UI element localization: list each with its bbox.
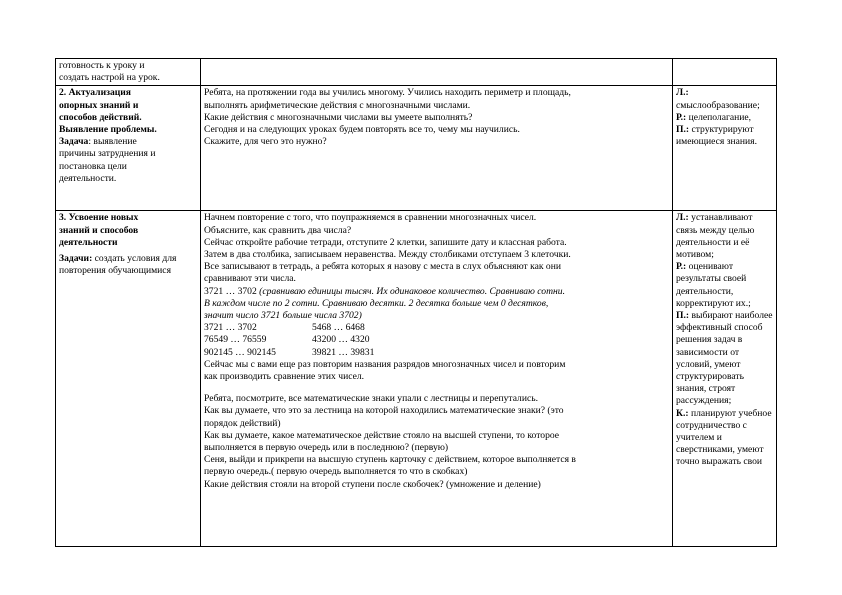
uud-text-p: структурируют имеющиеся знания.	[676, 124, 757, 148]
uud-text-p: выбирают наиболее эффективный способ решения задач в зависимости от условий, умеют структурировать знания, строят рассуждения;	[676, 310, 773, 407]
uud-label-p: П.:	[676, 310, 690, 322]
teacher-text: Какие действия с многозначными числами вы умеете выполнять?	[204, 111, 473, 123]
task-label: Задача	[59, 136, 89, 148]
stage-title: 2. Актуализация	[59, 87, 131, 99]
table-row	[56, 59, 777, 86]
uud-text-r: оценивают результаты своей деятельности, корректируют их.;	[676, 261, 751, 309]
uud-label-r: Р.:	[676, 111, 687, 123]
teacher-text: Как вы думаете, какое математическое действие стояло на высшей ступени, то которое	[204, 429, 560, 441]
uud-text-l: смыслообразование;	[676, 99, 760, 111]
uud-label-l: Л.:	[676, 87, 689, 99]
uud-label-r: Р.:	[676, 261, 687, 273]
comparison-left: 3721 … 3702	[204, 322, 257, 334]
stage-title: деятельности	[59, 236, 118, 248]
teacher-activity-cell	[201, 59, 673, 86]
task-text: деятельности.	[59, 172, 117, 184]
comparison-pair-row	[204, 322, 669, 334]
task-text: причины затруднения и	[59, 148, 156, 160]
comparison-right: 5468 … 6468	[312, 322, 365, 334]
uud-cell	[673, 211, 777, 547]
teacher-text: Все записывают в тетрадь, а ребята которых я назову с места в слух объясняют как они	[204, 261, 561, 273]
comparison-left: 76549 … 76559	[204, 334, 267, 346]
teacher-text: Сегодня и на следующих уроках будем повторять все то, чему мы научились.	[204, 124, 520, 136]
teacher-activity-cell	[201, 86, 673, 211]
teacher-text: выполнять арифметические действия с многозначными числами.	[204, 99, 471, 111]
table-row	[56, 211, 777, 547]
teacher-text: Объясните, как сравнить два числа?	[204, 224, 352, 236]
teacher-text: Как вы думаете, что это за лестница на которой находились математические знаки? (это	[204, 405, 564, 417]
uud-text-r: целеполагание,	[688, 111, 752, 123]
stage-title: Выявление проблемы.	[59, 124, 157, 136]
example-number: 3721 … 3702	[204, 285, 260, 297]
teacher-text: Ребята, на протяжении года вы учились многому. Учились находить периметр и площадь,	[204, 87, 571, 99]
stage-title: способов действий.	[59, 111, 142, 123]
teacher-text: Сейчас откройте рабочие тетради, отступите 2 клетки, запишите дату и классная работа.	[204, 236, 567, 248]
task-label: Задачи:	[59, 253, 93, 265]
uud-cell	[673, 86, 777, 211]
example-explanation: (сравниваю единицы тысяч. Их одинаковое количество. Сравниваю сотни.	[259, 285, 565, 297]
table-row	[56, 86, 777, 211]
task-text: постановка цели	[59, 160, 127, 172]
teacher-text: Ребята, посмотрите, все математические знаки упали с лестницы и перепутались.	[204, 393, 539, 405]
teacher-text: сравнивают эти числа.	[204, 273, 296, 285]
stage-title: 3. Усвоение новых	[59, 212, 139, 224]
teacher-text: Скажите, для чего это нужно?	[204, 136, 327, 148]
teacher-text: Затем в два столбика, записываем неравенства. Между столбиками отступаем 3 клеточки.	[204, 249, 571, 261]
example-explanation: значит число 3721 больше числа 3702)	[204, 310, 362, 322]
lesson-plan-table	[55, 58, 777, 547]
stage-title: знаний и способов	[59, 224, 139, 236]
stage-cell	[56, 86, 201, 211]
teacher-text: Сеня, выйди и прикрепи на высшую ступень карточку с действием, которое выполняется в	[204, 454, 576, 466]
example-explanation: В каждом числе по 2 сотни. Сравниваю десятки. 2 десятка больше чем 0 десятков,	[204, 297, 549, 309]
task-text: создать условия для повторения обучающимися	[59, 253, 177, 277]
uud-label-p: П.:	[676, 124, 690, 136]
stage-text: готовность к уроку и	[59, 60, 145, 71]
teacher-text: как производить сравнение этих чисел.	[204, 371, 365, 383]
task-text: : выявление	[88, 136, 137, 148]
teacher-text: Сейчас мы с вами еще раз повторим названия разрядов многозначных чисел и повторим	[204, 358, 566, 370]
comparison-right: 39821 … 39831	[312, 346, 375, 358]
comparison-right: 43200 … 4320	[312, 334, 370, 346]
uud-cell	[673, 59, 777, 86]
teacher-text: Какие действия стояли на второй ступени после скобочек? (умножение и деление)	[204, 478, 541, 490]
teacher-text: порядок действий)	[204, 417, 281, 429]
uud-label-l: Л.:	[676, 212, 689, 224]
comparison-left: 902145 … 902145	[204, 346, 276, 358]
comparison-pair-row	[204, 334, 669, 346]
stage-cell	[56, 211, 201, 547]
teacher-activity-cell	[201, 211, 673, 547]
stage-text: создать настрой на урок.	[59, 72, 160, 84]
teacher-text: Начнем повторение с того, что поупражняемся в сравнении многозначных чисел.	[204, 212, 537, 224]
teacher-text: выполняется в первую очередь или в последнюю? (первую)	[204, 442, 449, 454]
uud-text-k: планируют учебное сотрудничество с учителем и сверстниками, умеют точно выражать свои	[676, 407, 772, 468]
comparison-pair-row	[204, 347, 669, 359]
uud-text-l: устанавливают связь между целью деятельности и её мотивом;	[676, 212, 755, 261]
stage-title: опорных знаний и	[59, 99, 139, 111]
teacher-text: первую очередь.( первую очередь выполняется то что в скобках)	[204, 466, 468, 478]
stage-cell	[56, 59, 201, 86]
uud-label-k: К.:	[676, 407, 689, 419]
